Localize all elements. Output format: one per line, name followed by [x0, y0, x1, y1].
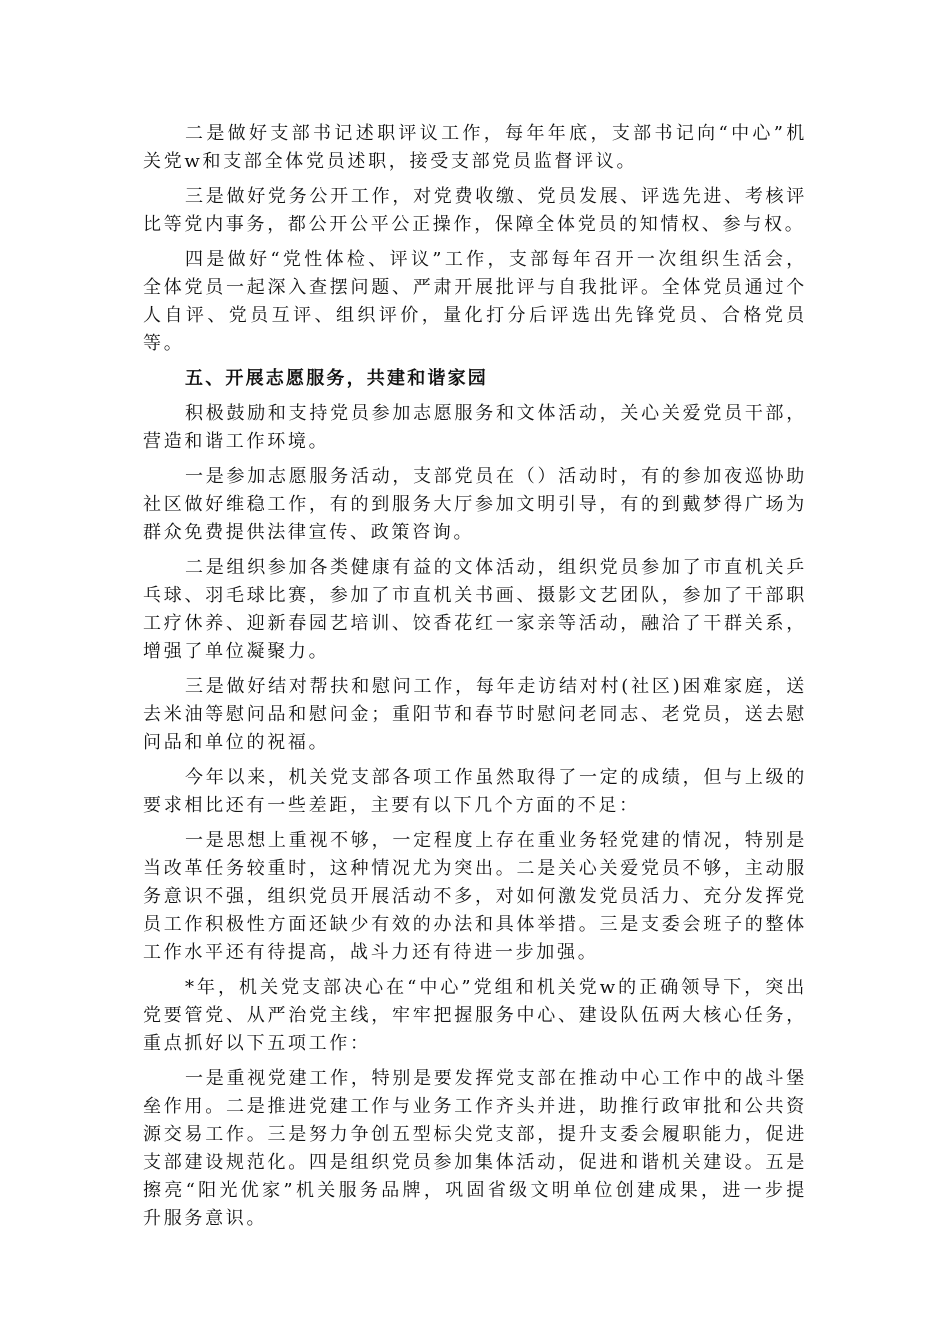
paragraph-shortcomings-intro: 今年以来，机关党支部各项工作虽然取得了一定的成绩，但与上级的要求相比还有一些差距，主要有以下几个方面的不足：: [143, 767, 807, 816]
section-heading-volunteer: 五、开展志愿服务，共建和谐家园: [185, 368, 488, 389]
paragraph-volunteer-intro: 积极鼓励和支持党员参加志愿服务和文体活动，关心关爱党员干部，营造和谐工作环境。: [143, 403, 807, 452]
paragraph-shortcomings-details: 一是思想上重视不够，一定程度上存在重业务轻党建的情况，特别是当改革任务较重时，这种情况尤为突出。二是关心关爱党员不够，主动服务意识不强，组织党员开展活动不多，对如何激发党员活力、充分发挥党员工作积极性方面还缺少有效的办法和具体举措。三是支委会班子的整体工作水平还有待提高，战斗力还有待进一步加强。: [143, 830, 807, 963]
paragraph-party-affairs-openness: 三是做好党务公开工作，对党费收缴、党员发展、评选先进、考核评比等党内事务，都公开公平公正操作，保障全体党员的知情权、参与权。: [143, 186, 807, 235]
paragraph-party-checkup: 四是做好“党性体检、评议”工作，支部每年召开一次组织生活会，全体党员一起深入查摆问题、严肃开展批评与自我批评。全体党员通过个人自评、党员互评、组织评价，量化打分后评选出先锋党员、合格党员等。: [143, 249, 807, 354]
document-body: [143, 120, 807, 1240]
paragraph-five-tasks: 一是重视党建工作，特别是要发挥党支部在推动中心工作中的战斗堡垒作用。二是推进党建工作与业务工作齐头并进，助推行政审批和公共资源交易工作。三是努力争创五型标尖党支部，提升支委会履职能力，促进支部建设规范化。四是组织党员参加集体活动，促进和谐机关建设。五是擦亮“阳光优家”机关服务品牌，巩固省级文明单位创建成果，进一步提升服务意识。: [143, 1068, 807, 1229]
paragraph-secretary-report: 二是做好支部书记述职评议工作，每年年底，支部书记向“中心”机关党w和支部全体党员述职，接受支部党员监督评议。: [143, 123, 807, 172]
paragraph-cultural-activities: 二是组织参加各类健康有益的文体活动，组织党员参加了市直机关乒乓球、羽毛球比赛，参加了市直机关书画、摄影文艺团队，参加了干部职工疗休养、迎新春园艺培训、饺香花红一家亲等活动，融洽了干群关系，增强了单位凝聚力。: [143, 557, 807, 662]
paragraph-next-year-plan: *年，机关党支部决心在“中心”党组和机关党w的正确领导下，突出党要管党、从严治党主线，牢牢把握服务中心、建设队伍两大核心任务，重点抓好以下五项工作：: [143, 977, 807, 1054]
paragraph-volunteer-activities: 一是参加志愿服务活动，支部党员在（）活动时，有的参加夜巡协助社区做好维稳工作，有的到服务大厅参加文明引导，有的到戴梦得广场为群众免费提供法律宣传、政策咨询。: [143, 466, 807, 543]
paragraph-assistance-visits: 三是做好结对帮扶和慰问工作，每年走访结对村(社区)困难家庭，送去米油等慰问品和慰问金；重阳节和春节时慰问老同志、老党员，送去慰问品和单位的祝福。: [143, 676, 807, 753]
